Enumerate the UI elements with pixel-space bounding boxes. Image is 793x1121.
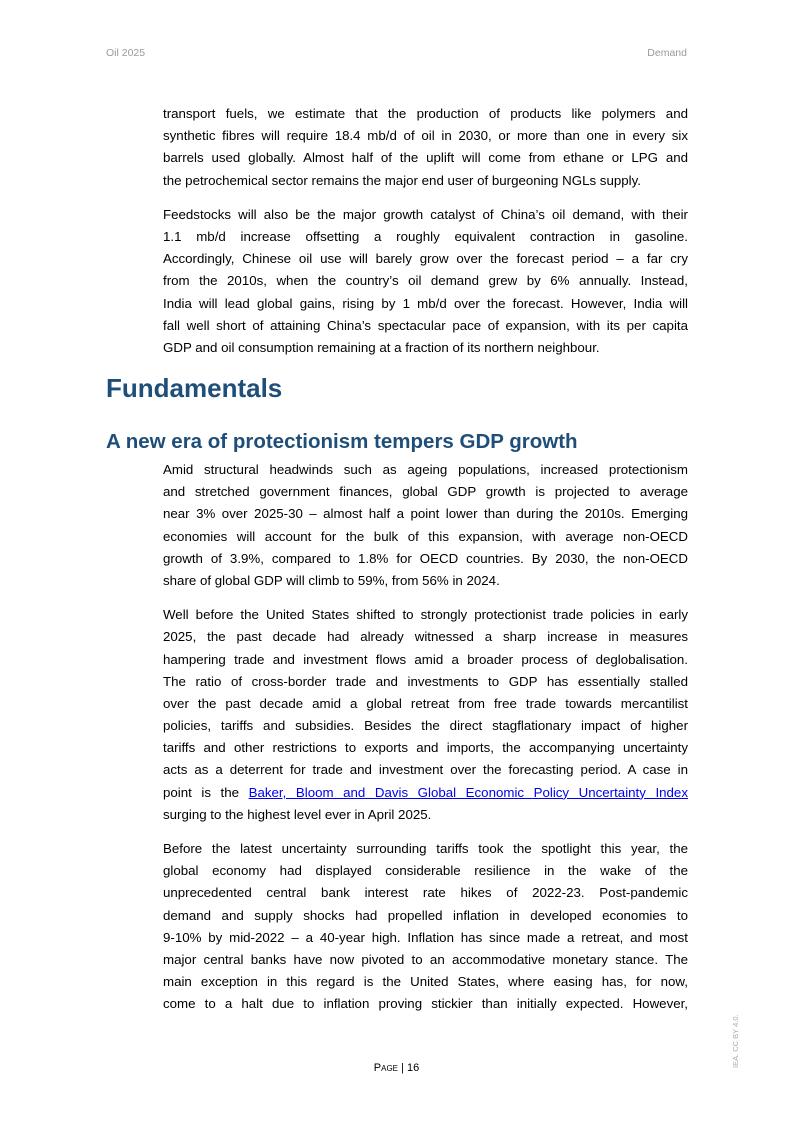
text-line: surging to the highest level ever in April 2025. [163, 806, 432, 822]
text-line: 2025, the past decade had already witnessed a sharp increase in measures [163, 629, 688, 645]
intro-text [163, 103, 688, 371]
text-line: from the 2010s, when the country’s oil demand grew by 6% annually. Instead, [163, 273, 688, 289]
text-line: hampering trade and investment flows amid a broader process of deglobalisation. [163, 651, 688, 667]
text-line: Accordingly, Chinese oil use will barely grow over the forecast period – a far cry [163, 251, 688, 267]
text-segment: point is the [163, 784, 249, 800]
text-line: major central banks have now pivoted to an accommodative monetary stance. The [163, 951, 688, 967]
text-line: unprecedented central bank interest rate hikes of 2022-23. Post-pandemic [163, 885, 688, 901]
page-label: Page [373, 1062, 398, 1074]
text-line: Amid structural headwinds such as ageing populations, increased protectionism [163, 462, 688, 477]
section-title: Fundamentals [106, 373, 283, 403]
subsection-title: A new era of protectionism tempers GDP growth [106, 430, 578, 453]
page-number: 16 [406, 1062, 420, 1074]
text-line: economies will account for the bulk of this expansion, with average non-OECD [163, 528, 688, 544]
text-line: policies, tariffs and subsidies. Besides the direct stagflationary impact of higher [163, 718, 688, 734]
header-report-title: Oil 2025 [106, 47, 146, 59]
paragraph [163, 103, 688, 192]
text-line: over the past decade amid a global retreat from free trade towards mercantilist [163, 695, 688, 711]
text-line: near 3% over 2025-30 – almost half a point lower than during the 2010s. Emerging [163, 506, 688, 522]
text-line: 1.1 mb/d increase offsetting a roughly equivalent contraction in gasoline. [163, 228, 688, 244]
text-line: transport fuels, we estimate that the production of products like polymers and [163, 106, 688, 121]
text-line: and stretched government finances, global GDP growth is projected to average [163, 484, 688, 500]
text-line: demand and supply shocks had propelled inflation in developed economies to [163, 907, 688, 923]
license-note: IEA. CC BY 4.0. [731, 1014, 740, 1068]
text-line: growth of 3.9%, compared to 1.8% for OECD countries. By 2030, the non-OECD [163, 550, 688, 566]
section-text [163, 459, 688, 1028]
text-line: Well before the United States shifted to strongly protectionist trade policies in early [163, 607, 688, 623]
text-line [163, 782, 688, 804]
paragraph [163, 838, 688, 1016]
text-line: 9-10% by mid-2022 – a 40-year high. Inflation has since made a retreat, and most [163, 929, 688, 945]
text-line: synthetic fibres will require 18.4 mb/d of oil in 2030, or more than one in every six [163, 128, 688, 144]
uncertainty-index-link[interactable]: Baker, Bloom and Davis Global Economic Policy Uncertainty Index [248, 784, 688, 800]
text-line: the petrochemical sector remains the major end user of burgeoning NGLs supply. [163, 172, 641, 188]
text-line: fall well short of attaining China’s spectacular pace of expansion, with its per capita [163, 317, 688, 333]
text-line: come to a halt due to inflation proving stickier than initially expected. However, [163, 996, 688, 1012]
header-chapter-title: Demand [647, 47, 687, 59]
text-line: The ratio of cross-border trade and investments to GDP has essentially stalled [163, 673, 688, 689]
text-line: barrels used globally. Almost half of the uplift will come from ethane or LPG and [163, 150, 688, 166]
text-line: acts as a deterrent for trade and investment over the forecasting period. A case in [163, 762, 688, 778]
text-line: India will lead global gains, rising by 1 mb/d over the forecast. However, India will [163, 295, 688, 311]
paragraph [163, 204, 688, 359]
paragraph [163, 459, 688, 592]
text-line: Feedstocks will also be the major growth catalyst of China’s oil demand, with their [163, 206, 688, 222]
text-line: main exception in this regard is the United States, where easing has, for now, [163, 974, 688, 990]
text-line: global economy had displayed considerable resilience in the wake of the [163, 863, 688, 879]
page-footer [0, 1062, 793, 1074]
text-line: tariffs and other restrictions to exports and imports, the accompanying uncertainty [163, 740, 688, 756]
text-line: Before the latest uncertainty surrounding tariffs took the spotlight this year, the [163, 841, 688, 856]
text-line: GDP and oil consumption remaining at a fraction of its northern neighbour. [163, 339, 600, 355]
paragraph [163, 604, 688, 826]
text-line: share of global GDP will climb to 59%, from 56% in 2024. [163, 572, 500, 588]
page-separator: | [398, 1062, 407, 1074]
